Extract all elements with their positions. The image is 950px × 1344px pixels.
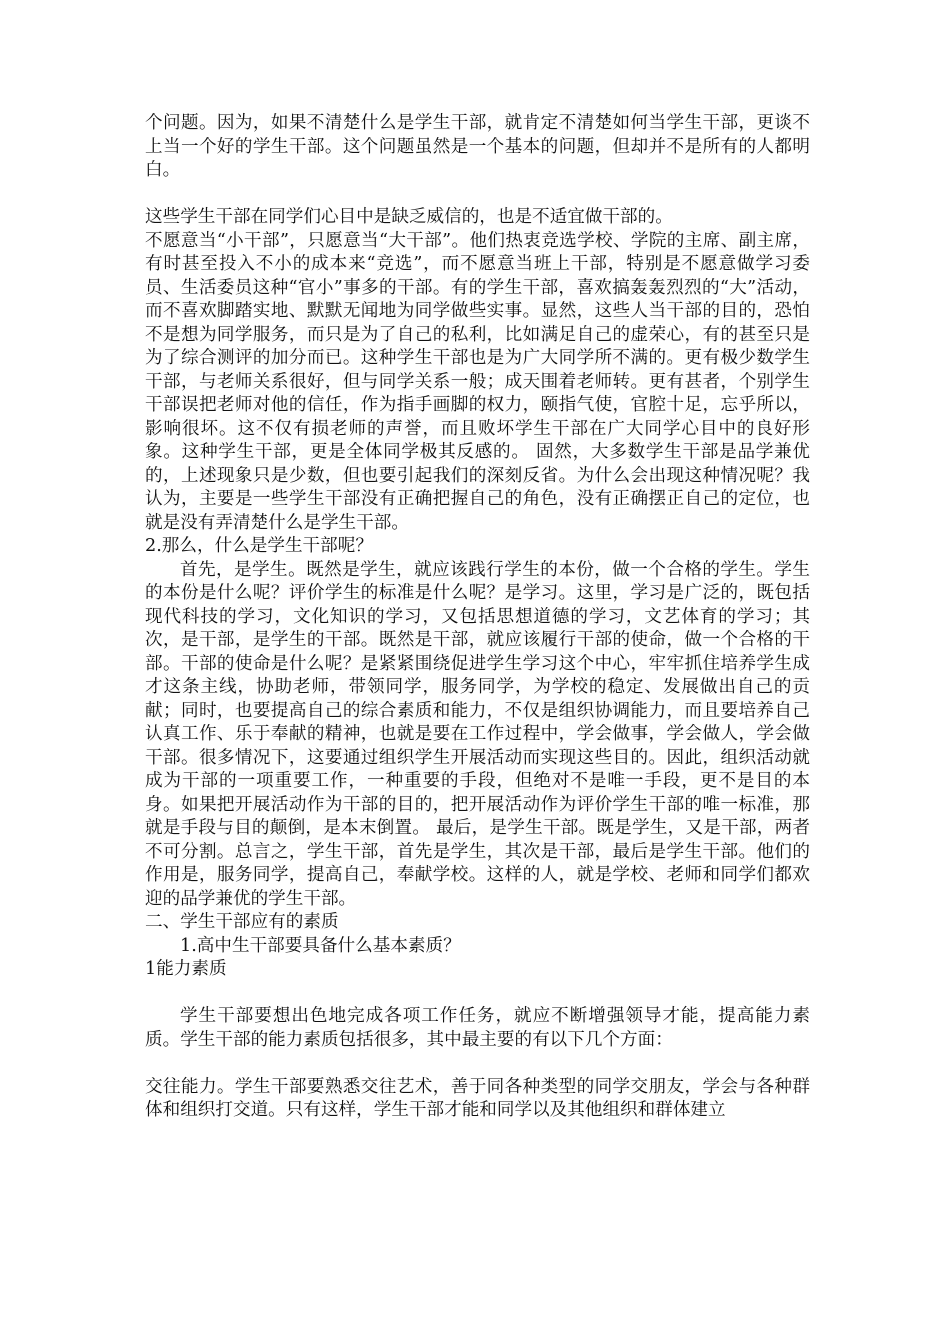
paragraph: 这些学生干部在同学们心目中是缺乏威信的，也是不适宜做干部的。 xyxy=(145,207,673,227)
subsection-heading: 1.高中生干部要具备什么基本素质？ xyxy=(180,935,461,956)
paragraph: 不愿意当“小干部”，只愿意当“大干部”。他们热衷竞选学校、学院的主席、副主席，有时甚至投入不小的成本来“竞选”，而不愿意当班上干部，特别是不愿意做学习委员、生活委员这种“官小”事多的干部。有的学生干部，喜欢搞轰轰烈烈的“大”活动，而不喜欢脚踏实地、默默无闻地为同学做些实事。显然，这些人当干部的目的，恐怕不是想为同学服务，而只是为了自己的私利，比如满足自己的虚荣心，有的甚至只是为了综合测评的加分而已。这种学生干部也是为广大同学所不满的。更有极少数学生干部，与老师关系很好，但与同学关系一般；成天围着老师转。更有甚者，个别学生干部误把老师对他的信任，作为指手画脚的权力，颐指气使，官腔十足，忘乎所以，影响很坏。这不仅有损老师的声誉，而且败坏学生干部在广大同学心目中的良好形象。这种学生干部，更是全体同学极其反感的。 固然，大多数学生干部是品学兼优的，上述现象只是少数，但也要引起我们的深刻反省。为什么会出现这种情况呢？我认为，主要是一些学生干部没有正确把握自己的角色，没有正确摆正自己的定位，也就是没有弄清楚什么是学生干部。 xyxy=(145,230,810,533)
paragraph-spacer xyxy=(145,1052,810,1076)
section-question: 2.那么，什么是学生干部呢？ xyxy=(145,536,373,556)
paragraph-spacer xyxy=(145,982,810,1006)
paragraph-spacer xyxy=(145,183,810,207)
paragraph: 首先，是学生。既然是学生，就应该践行学生的本份，做一个合格的学生。学生的本份是什么呢？评价学生的标准是什么呢？是学习。这里，学习是广泛的，既包括现代科技的学习，文化知识的学习，又包括思想道德的学习，文艺体育的学习；其次，是干部，是学生的干部。既然是干部，就应该履行干部的使命，做一个合格的干部。干部的使命是什么呢？是紧紧围绕促进学生学习这个中心，牢牢抓住培养学生成才这条主线，协助老师，带领同学，服务同学，为学校的稳定、发展做出自己的贡献；同时，也要提高自己的综合素质和能力，不仅是组织协调能力，而且要培养自己认真工作、乐于奉献的精神，也就是要在工作过程中，学会做事，学会做人，学会做干部。很多情况下，这要通过组织学生开展活动而实现这些目的。因此，组织活动就成为干部的一项重要工作，一种重要的手段，但绝对不是唯一手段，更不是目的本身。如果把开展活动作为干部的目的，把开展活动作为评价学生干部的唯一标准，那就是手段与目的颠倒，是本末倒置。 最后，是学生干部。既是学生，又是干部，两者不可分割。总言之，学生干部，首先是学生，其次是干部，最后是学生干部。他们的作用是，服务同学，提高自己，奉献学校。这样的人，就是学校、老师和同学们都欢迎的品学兼优的学生干部。 xyxy=(145,559,810,909)
document-page xyxy=(145,112,810,1123)
paragraph: 个问题。因为，如果不清楚什么是学生干部，就肯定不清楚如何当学生干部，更谈不上当一个好的学生干部。这个问题虽然是一个基本的问题，但却并不是所有的人都明白。 xyxy=(145,113,810,180)
subsection-heading: 1能力素质 xyxy=(145,959,227,979)
section-heading: 二、学生干部应有的素质 xyxy=(145,912,339,932)
paragraph: 学生干部要想出色地完成各项工作任务，就应不断增强领导才能，提高能力素质。学生干部的能力素质包括很多，其中最主要的有以下几个方面： xyxy=(145,1006,810,1050)
paragraph: 交往能力。学生干部要熟悉交往艺术，善于同各种类型的同学交朋友，学会与各种群体和组织打交道。只有这样，学生干部才能和同学以及其他组织和群体建立 xyxy=(145,1076,810,1120)
